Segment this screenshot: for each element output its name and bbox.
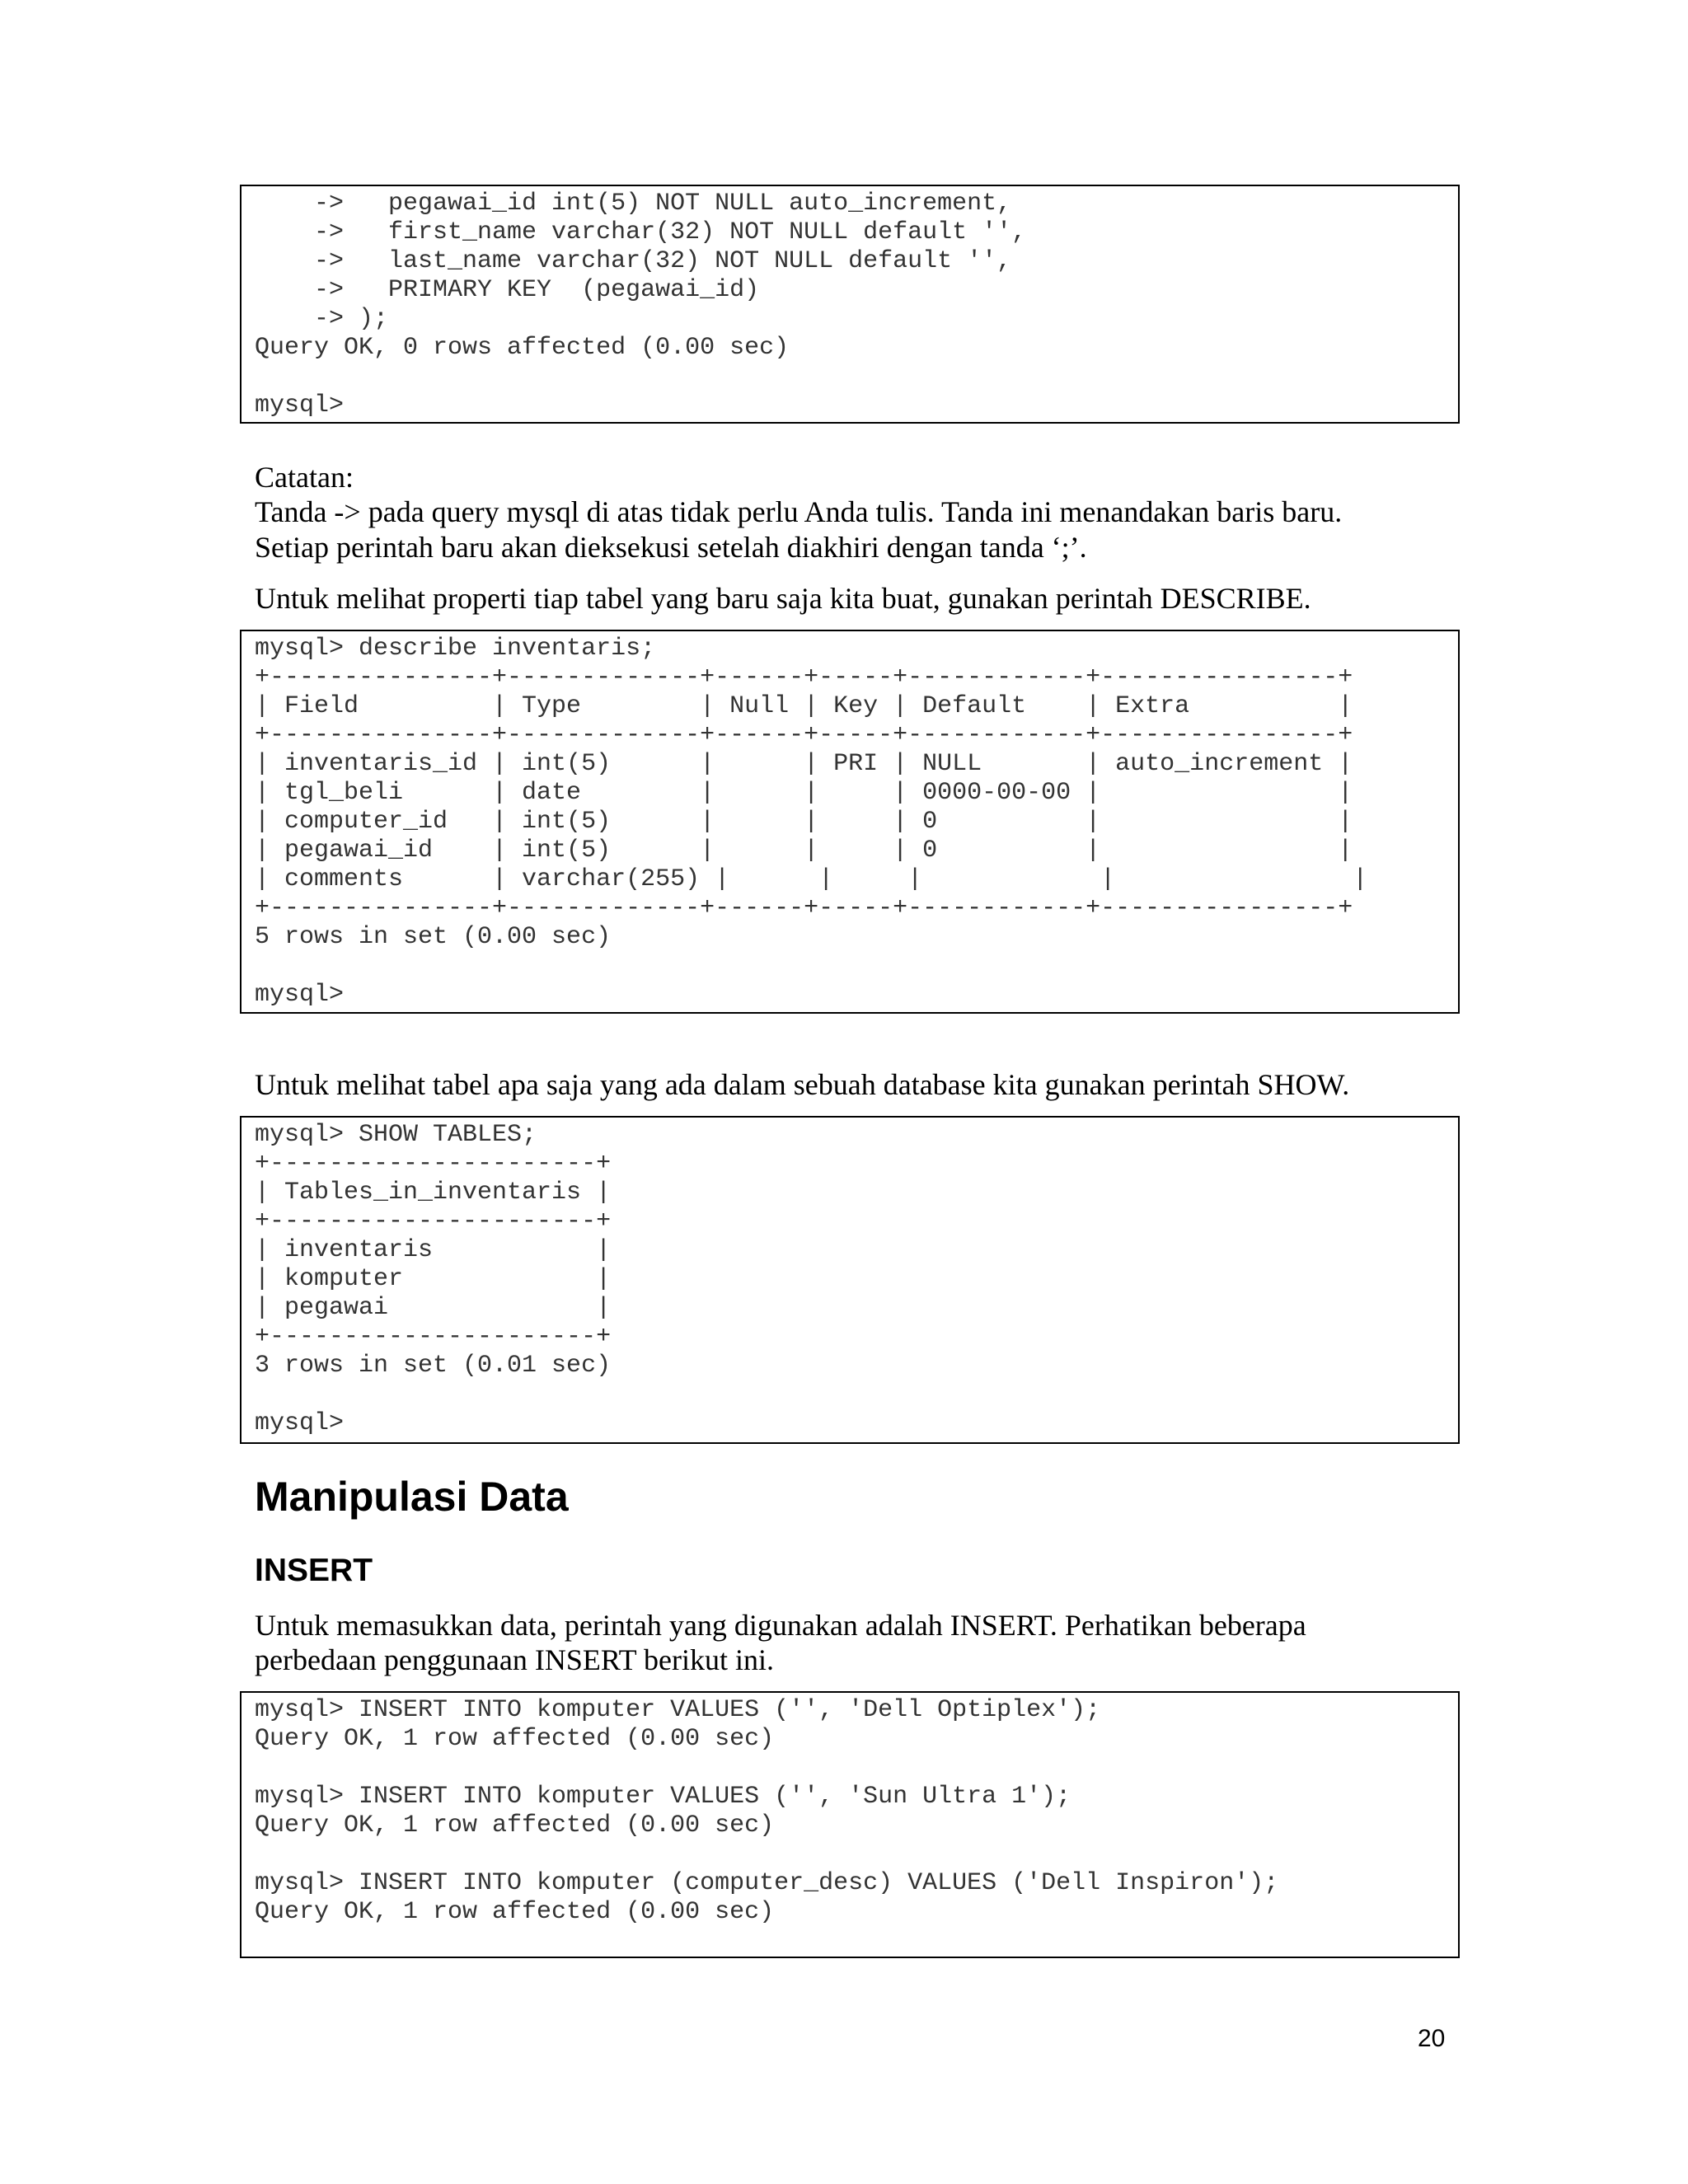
insert-intro-line-2: perbedaan penggunaan INSERT berikut ini.: [255, 1643, 774, 1676]
code-line: | pegawai |: [255, 1294, 612, 1322]
code-line: | inventaris_id | int(5) | | PRI | NULL | auto_increment |: [255, 750, 1353, 778]
code-line: +---------------+-------------+------+-----+------------+----------------+: [255, 663, 1353, 691]
code-line: -> first_name varchar(32) NOT NULL default '',: [255, 218, 1027, 246]
code-line: | tgl_beli | date | | | 0000-00-00 | |: [255, 779, 1353, 807]
code-line: [255, 952, 1367, 981]
subsection-heading: INSERT: [255, 1553, 373, 1588]
code-line: -> PRIMARY KEY (pegawai_id): [255, 276, 760, 304]
code-line: | computer_id | int(5) | | | 0 | |: [255, 808, 1353, 836]
code-block-insert: [240, 1691, 1460, 1958]
code-line: mysql> SHOW TABLES;: [255, 1121, 537, 1149]
code-line: | inventaris |: [255, 1236, 612, 1264]
code-line: -> pegawai_id int(5) NOT NULL auto_increment,: [255, 190, 1012, 218]
show-intro: Untuk melihat tabel apa saja yang ada dalam sebuah database kita gunakan perintah SHOW.: [255, 1068, 1350, 1101]
code-lines: [255, 1121, 611, 1438]
code-line: mysql>: [255, 1409, 345, 1437]
describe-intro: Untuk melihat properti tiap tabel yang baru saja kita buat, gunakan perintah DESCRIBE.: [255, 582, 1311, 615]
code-line: Query OK, 1 row affected (0.00 sec): [255, 1811, 775, 1840]
page-number: 20: [1418, 2025, 1446, 2052]
code-line: +---------------+-------------+------+-----+------------+----------------+: [255, 721, 1353, 749]
code-block-describe: [240, 630, 1460, 1014]
code-line: mysql> INSERT INTO komputer VALUES ('', 'Sun Ultra 1');: [255, 1783, 1071, 1811]
code-lines: [255, 1696, 1278, 1927]
code-line: 5 rows in set (0.00 sec): [255, 923, 612, 951]
code-line: | comments | varchar(255) | | | | |: [255, 865, 1368, 893]
section-heading: Manipulasi Data: [255, 1474, 569, 1520]
code-line: +----------------------+: [255, 1150, 612, 1178]
note-line-1: Tanda -> pada query mysql di atas tidak perlu Anda tulis. Tanda ini menandakan baris baru.: [255, 495, 1343, 528]
code-line: [255, 1380, 611, 1409]
note-line-2: Setiap perintah baru akan dieksekusi setelah diakhiri dengan tanda ‘;’.: [255, 531, 1087, 564]
code-line: +----------------------+: [255, 1323, 612, 1351]
code-block-show-tables: [240, 1116, 1460, 1444]
code-line: [255, 1754, 1278, 1783]
code-line: 3 rows in set (0.01 sec): [255, 1352, 612, 1380]
code-line: mysql> INSERT INTO komputer VALUES ('', 'Dell Optiplex');: [255, 1696, 1101, 1724]
code-line: mysql>: [255, 981, 345, 1009]
code-line: [255, 363, 1026, 391]
code-line: +----------------------+: [255, 1207, 612, 1235]
code-line: | Field | Type | Null | Key | Default | Extra |: [255, 692, 1353, 720]
code-line: [255, 1840, 1278, 1869]
code-lines: [255, 635, 1367, 1010]
code-lines: [255, 190, 1026, 420]
code-line: | Tables_in_inventaris |: [255, 1179, 612, 1207]
code-line: | pegawai_id | int(5) | | | 0 | |: [255, 837, 1353, 865]
code-block-create-table: [240, 185, 1460, 424]
code-line: mysql> INSERT INTO komputer (computer_desc) VALUES ('Dell Inspiron');: [255, 1869, 1279, 1897]
code-line: Query OK, 0 rows affected (0.00 sec): [255, 334, 790, 362]
code-line: | komputer |: [255, 1265, 612, 1293]
code-line: +---------------+-------------+------+-----+------------+----------------+: [255, 894, 1353, 922]
code-line: -> );: [255, 305, 389, 333]
note-label: Catatan:: [255, 461, 354, 494]
insert-intro-line-1: Untuk memasukkan data, perintah yang digunakan adalah INSERT. Perhatikan beberapa: [255, 1609, 1306, 1642]
code-line: mysql> describe inventaris;: [255, 635, 656, 663]
code-line: -> last_name varchar(32) NOT NULL default '',: [255, 247, 1012, 275]
code-line: mysql>: [255, 391, 345, 419]
code-line: Query OK, 1 row affected (0.00 sec): [255, 1898, 775, 1926]
code-line: Query OK, 1 row affected (0.00 sec): [255, 1725, 775, 1753]
